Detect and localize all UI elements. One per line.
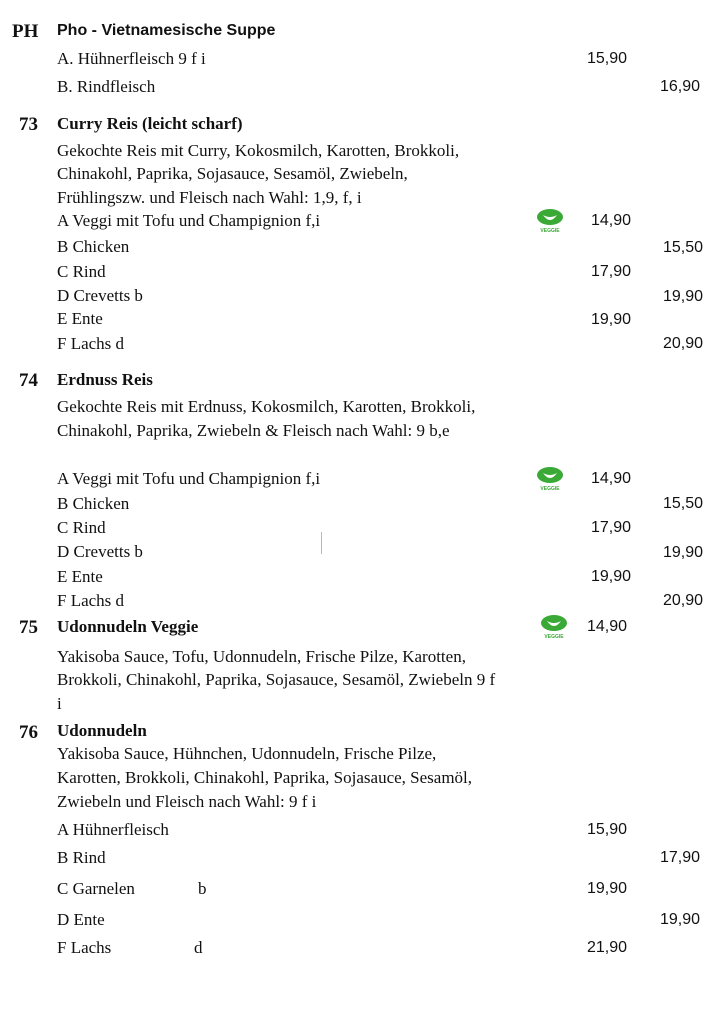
item-label: A Hühnerfleisch: [57, 820, 169, 839]
dish-title-75: Udonnudeln Veggie: [57, 617, 199, 636]
dish-title-73: Curry Reis (leicht scharf): [57, 114, 243, 133]
item-price: 14,90: [591, 470, 632, 487]
dish-description: Chinakohl, Paprika, Sojasauce, Sesamöl, Zwiebeln,: [57, 164, 408, 183]
dish-title-76: Udonnudeln: [57, 721, 147, 740]
dish-description: Yakisoba Sauce, Tofu, Udonnudeln, Frische Pilze, Karotten,: [57, 647, 466, 666]
item-label: C Rind: [57, 518, 106, 537]
item-label: E Ente: [57, 567, 103, 586]
allergen-note: d: [194, 938, 203, 957]
dish-number-74: 74: [19, 370, 38, 391]
stray-mark: [321, 532, 322, 554]
dish-description: Brokkoli, Chinakohl, Paprika, Sojasauce, Sesamöl, Zwiebeln 9 f: [57, 670, 496, 689]
dish-description: Gekochte Reis mit Curry, Kokosmilch, Karotten, Brokkoli,: [57, 141, 460, 160]
veggie-badge-text: VEGGIE: [544, 634, 564, 640]
dish-description: Karotten, Brokkoli, Chinakohl, Paprika, Sojasauce, Sesamöl,: [57, 768, 473, 787]
item-price: 17,90: [660, 849, 701, 866]
item-price: 17,90: [591, 519, 632, 536]
item-label: A Veggi mit Tofu und Champignion f,i: [57, 469, 321, 488]
item-price: 14,90: [587, 618, 628, 635]
item-label: E Ente: [57, 309, 103, 328]
veggie-badge-icon: [533, 208, 567, 234]
item-price: 21,90: [587, 939, 628, 956]
dish-number-75: 75: [19, 617, 38, 638]
item-label: D Crevetts b: [57, 542, 143, 561]
item-label: D Crevetts b: [57, 286, 143, 305]
dish-description: Gekochte Reis mit Erdnuss, Kokosmilch, Karotten, Brokkoli,: [57, 397, 476, 416]
dish-title-74: Erdnuss Reis: [57, 370, 153, 389]
item-label: B Chicken: [57, 494, 130, 513]
item-label: D Ente: [57, 910, 105, 929]
dish-description: Zwiebeln und Fleisch nach Wahl: 9 f i: [57, 792, 317, 811]
veggie-badge-text: VEGGIE: [540, 228, 560, 234]
item-price: 15,50: [663, 495, 704, 512]
item-label: F Lachs d: [57, 591, 125, 610]
item-price: 19,90: [591, 568, 632, 585]
dish-number-ph: PH: [12, 21, 39, 42]
dish-number-76: 76: [19, 722, 38, 743]
item-price: 19,90: [663, 288, 704, 305]
item-price: 17,90: [591, 263, 632, 280]
item-label: A Veggi mit Tofu und Champignion f,i: [57, 211, 321, 230]
item-label: F Lachs d: [57, 334, 125, 353]
item-price: 20,90: [663, 592, 704, 609]
item-price: 15,90: [587, 50, 628, 67]
item-label: B Chicken: [57, 237, 130, 256]
item-price: 14,90: [591, 212, 632, 229]
item-price: 15,90: [587, 821, 628, 838]
dish-title-ph: Pho - Vietnamesische Suppe: [57, 22, 276, 39]
dish-description: Chinakohl, Paprika, Zwiebeln & Fleisch nach Wahl: 9 b,e: [57, 421, 450, 440]
item-label: B. Rindfleisch: [57, 77, 156, 96]
item-label: C Rind: [57, 262, 106, 281]
dish-description: Yakisoba Sauce, Hühnchen, Udonnudeln, Frische Pilze,: [57, 744, 437, 763]
allergen-note: b: [198, 879, 207, 898]
item-price: 19,90: [591, 311, 632, 328]
item-label: C Garnelen: [57, 879, 135, 898]
dish-description: i: [57, 694, 62, 713]
item-price: 20,90: [663, 335, 704, 352]
item-price: 19,90: [660, 911, 701, 928]
dish-description: Frühlingszw. und Fleisch nach Wahl: 1,9, f, i: [57, 188, 362, 207]
item-price: 19,90: [587, 880, 628, 897]
dish-number-73: 73: [19, 114, 38, 135]
item-price: 15,50: [663, 239, 704, 256]
item-label: F Lachs: [57, 938, 112, 957]
veggie-badge-icon: [537, 614, 571, 640]
item-price: 16,90: [660, 78, 701, 95]
item-price: 19,90: [663, 544, 704, 561]
veggie-badge-text: VEGGIE: [540, 486, 560, 492]
item-label: B Rind: [57, 848, 106, 867]
item-label: A. Hühnerfleisch 9 f i: [57, 49, 206, 68]
veggie-badge-icon: [533, 466, 567, 492]
